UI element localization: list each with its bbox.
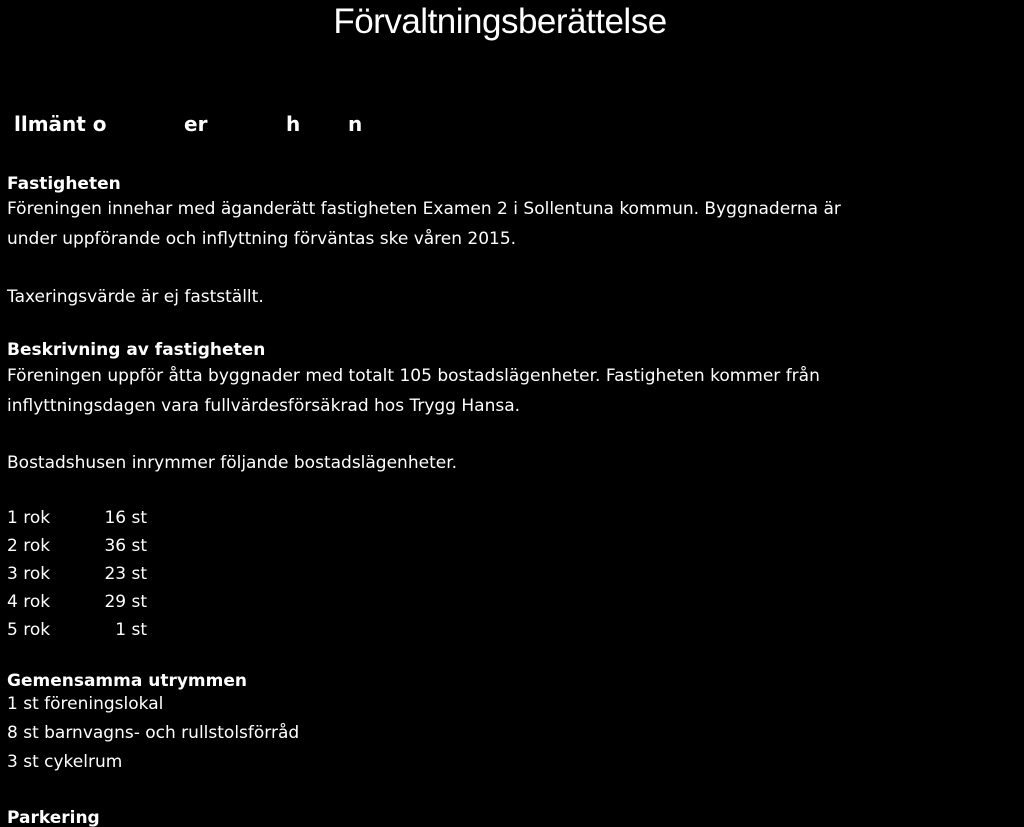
fastigheten-paragraph <box>7 194 841 254</box>
bostadshus-intro: Bostadshusen inrymmer följande bostadslägenheter. <box>7 453 458 473</box>
apartment-count: 16 st <box>104 508 147 528</box>
paragraph-line: Föreningen uppför åtta byggnader med totalt 105 bostadslägenheter. Fastigheten kommer från <box>7 366 820 386</box>
apartment-count: 36 st <box>104 536 147 556</box>
list-item: 1 st föreningslokal <box>7 694 164 714</box>
fastigheten-heading: Fastigheten <box>7 174 121 194</box>
paragraph-line: inflyttningsdagen vara fullvärdesförsäkrad hos Trygg Hansa. <box>7 396 521 416</box>
paragraph-line: Föreningen innehar med äganderätt fastigheten Examen 2 i Sollentuna kommun. Byggnaderna är <box>7 199 841 219</box>
section-heading-part: er <box>184 112 208 136</box>
beskrivning-heading: Beskrivning av fastigheten <box>7 340 266 360</box>
apartment-type: 4 rok <box>7 592 51 612</box>
apartment-type: 5 rok <box>7 620 51 640</box>
apartment-type: 1 rok <box>7 508 51 528</box>
gemensamma-list <box>7 690 299 777</box>
paragraph-line: under uppförande och inflyttning förväntas ske våren 2015. <box>7 229 517 249</box>
apartment-count: 1 st <box>115 620 147 640</box>
list-item: 8 st barnvagns- och rullstolsförråd <box>7 723 300 743</box>
section-heading-part: h <box>286 112 301 136</box>
taxering-text: Taxeringsvärde är ej fastställt. <box>7 287 264 307</box>
gemensamma-heading: Gemensamma utrymmen <box>7 671 247 691</box>
document-title: Förvaltningsberättelse <box>333 2 667 41</box>
parkering-heading: Parkering <box>7 808 100 827</box>
apartment-count: 23 st <box>104 564 147 584</box>
section-heading-part: llmänt o <box>14 112 107 136</box>
section-heading-part: n <box>348 112 363 136</box>
apartment-count: 29 st <box>104 592 147 612</box>
apartment-type: 2 rok <box>7 536 51 556</box>
beskrivning-paragraph <box>7 361 820 421</box>
list-item: 3 st cykelrum <box>7 752 123 772</box>
apartment-type: 3 rok <box>7 564 51 584</box>
